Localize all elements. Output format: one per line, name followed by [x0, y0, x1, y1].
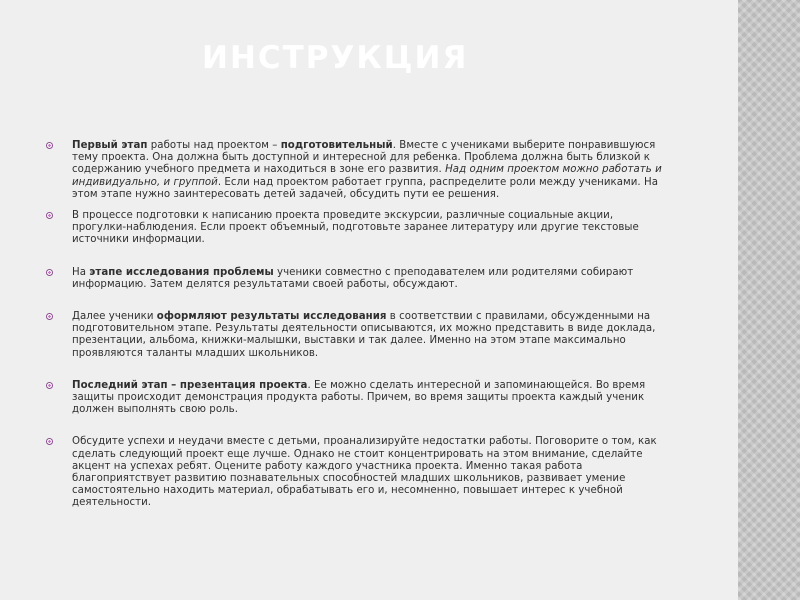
instruction-list [46, 140, 666, 510]
list-item-research: На этапе исследования проблемы ученики совместно с преподавателем или родителями собирают информацию. Затем делятся результатами своей работы, обсуждают. [46, 267, 666, 291]
decorative-side-band [738, 0, 800, 600]
list-item-formatting: Далее ученики оформляют результаты исследования в соответствии с правилами, обсужденными на подготовительном этапе. Результаты деятельности описываются, их можно представить в виде доклада, презентации, альбома, книжки-малышки, выставки и так далее. Именно на этом этапе максимально проявляются таланты младших школьников. [46, 311, 666, 360]
bullet-icon [46, 269, 53, 276]
slide-title: ИНСТРУКЦИЯ [202, 40, 469, 76]
bullet-icon [46, 382, 53, 389]
bullet-icon [46, 313, 53, 320]
list-item-reflection: Обсудите успехи и неудачи вместе с детьми, проанализируйте недостатки работы. Поговорите о том, как сделать следующий проект еще лучше. Однако не стоит концентрировать на этом внимание, сделайте акцент на успехах ребят. Оцените работу каждого участника проекта. Именно такая работа благоприятствует развитию познавательных способностей младших школьников, развивает умение самостоятельно находить материал, обрабатывать его и, несомненно, повышает интерес к учебной деятельности. [46, 436, 666, 509]
bullet-icon [46, 438, 53, 445]
bullet-icon [46, 142, 53, 149]
list-item-preparation: Первый этап работы над проектом – подготовительный. Вместе с учениками выберите понравившуюся тему проекта. Она должна быть доступной и интересной для ребенка. Проблема должна быть близкой к содержанию учебного предмета и находиться в зоне его развития. Над одним проектом можно работать и индивидуально, и группой. Если над проектом работает группа, распределите роли между учениками. На этом этапе нужно заинтересовать детей задачей, обсудить пути ее решения. [46, 140, 666, 201]
list-item-excursions: В процессе подготовки к написанию проекта проведите экскурсии, различные социальные акции, прогулки-наблюдения. Если проект объемный, подготовьте заранее литературу или другие текстовые источники информации. [46, 210, 666, 247]
list-item-presentation: Последний этап – презентация проекта. Ее можно сделать интересной и запоминающейся. Во время защиты происходит демонстрация продукта работы. Причем, во время защиты проекта каждый ученик должен выполнять свою роль. [46, 380, 666, 417]
bullet-icon [46, 212, 53, 219]
